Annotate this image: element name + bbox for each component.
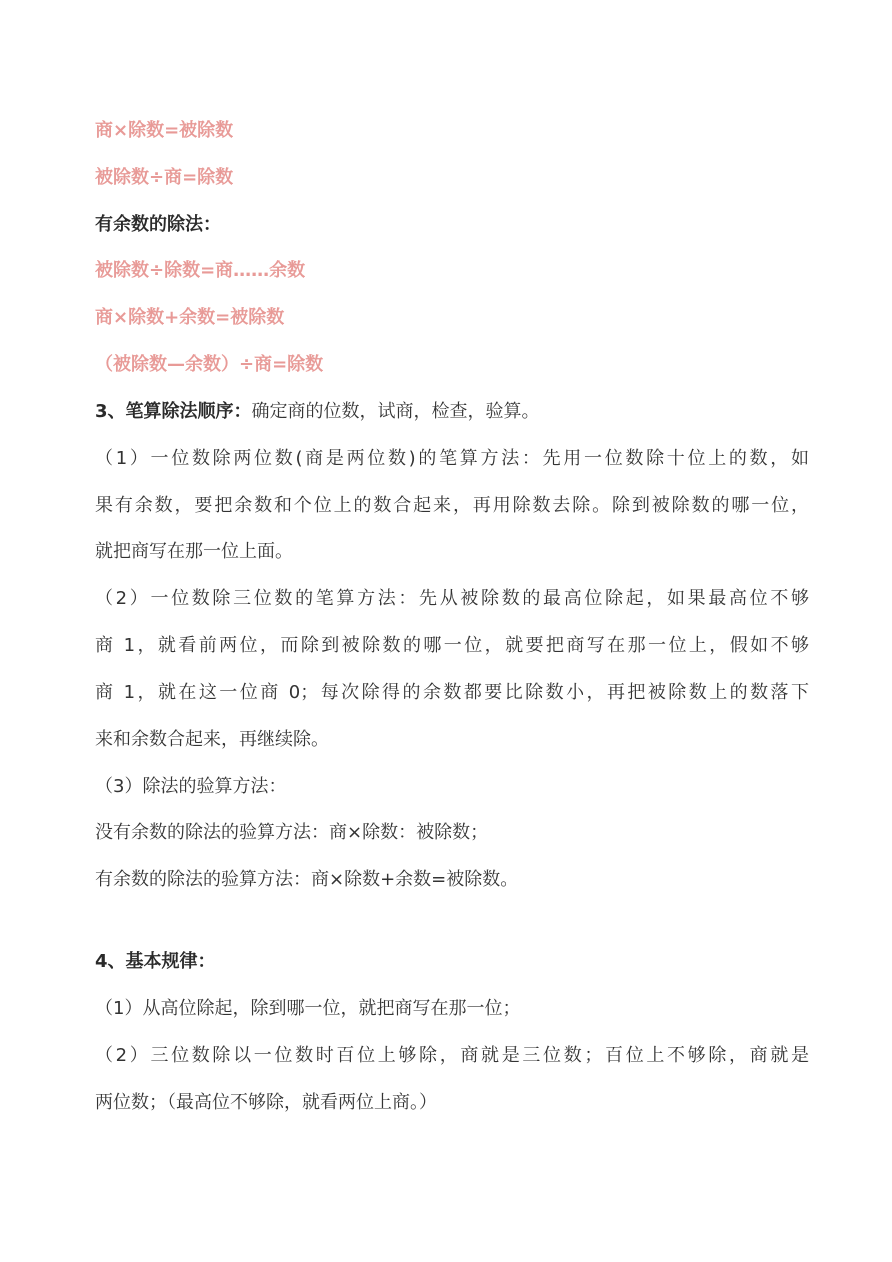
formula-quotient-times-divisor: 商×除数=被除数 <box>95 120 234 141</box>
item3-line1: （3）除法的验算方法： <box>95 776 287 797</box>
section3-heading <box>95 400 540 424</box>
item2-line3: 商 1，就在这一位商 0；每次除得的余数都要比除数小，再把被除数上的数落下 <box>95 682 809 703</box>
remainder-formula-3: （被除数—余数）÷商=除数 <box>95 354 324 375</box>
section4-line2: （2）三位数除以一位数时百位上够除，商就是三位数；百位上不够除，商就是 <box>95 1045 809 1066</box>
section3-heading-rest: 确定商的位数，试商，检查，验算。 <box>251 401 540 422</box>
item2-line1: （2）一位数除三位数的笔算方法：先从被除数的最高位除起，如果最高位不够 <box>95 588 809 609</box>
remainder-heading: 有余数的除法： <box>95 214 221 235</box>
item1-line3: 就把商写在那一位上面。 <box>95 541 293 562</box>
section3-heading-bold: 3、笔算除法顺序： <box>95 401 252 422</box>
remainder-formula-2: 商×除数+余数=被除数 <box>95 307 285 328</box>
section4-line1: （1）从高位除起，除到哪一位，就把商写在那一位； <box>95 998 521 1019</box>
formula-dividend-div-quotient: 被除数÷商=除数 <box>95 167 234 188</box>
item1-line2: 果有余数，要把余数和个位上的数合起来，再用除数去除。除到被除数的哪一位， <box>95 495 809 516</box>
section4-line3: 两位数；（最高位不够除，就看两位上商。） <box>95 1092 437 1113</box>
item3-line3: 有余数的除法的验算方法：商×除数+余数=被除数。 <box>95 869 519 890</box>
item2-line2: 商 1，就看前两位，而除到被除数的哪一位，就要把商写在那一位上，假如不够 <box>95 635 809 656</box>
item3-line2: 没有余数的除法的验算方法：商×除数：被除数； <box>95 822 489 843</box>
section4-heading: 4、基本规律： <box>95 951 216 972</box>
item2-line4: 来和余数合起来，再继续除。 <box>95 729 329 750</box>
item1-line1: （1）一位数除两位数(商是两位数)的笔算方法：先用一位数除十位上的数，如 <box>95 448 809 469</box>
remainder-formula-1: 被除数÷除数=商……余数 <box>95 260 306 281</box>
